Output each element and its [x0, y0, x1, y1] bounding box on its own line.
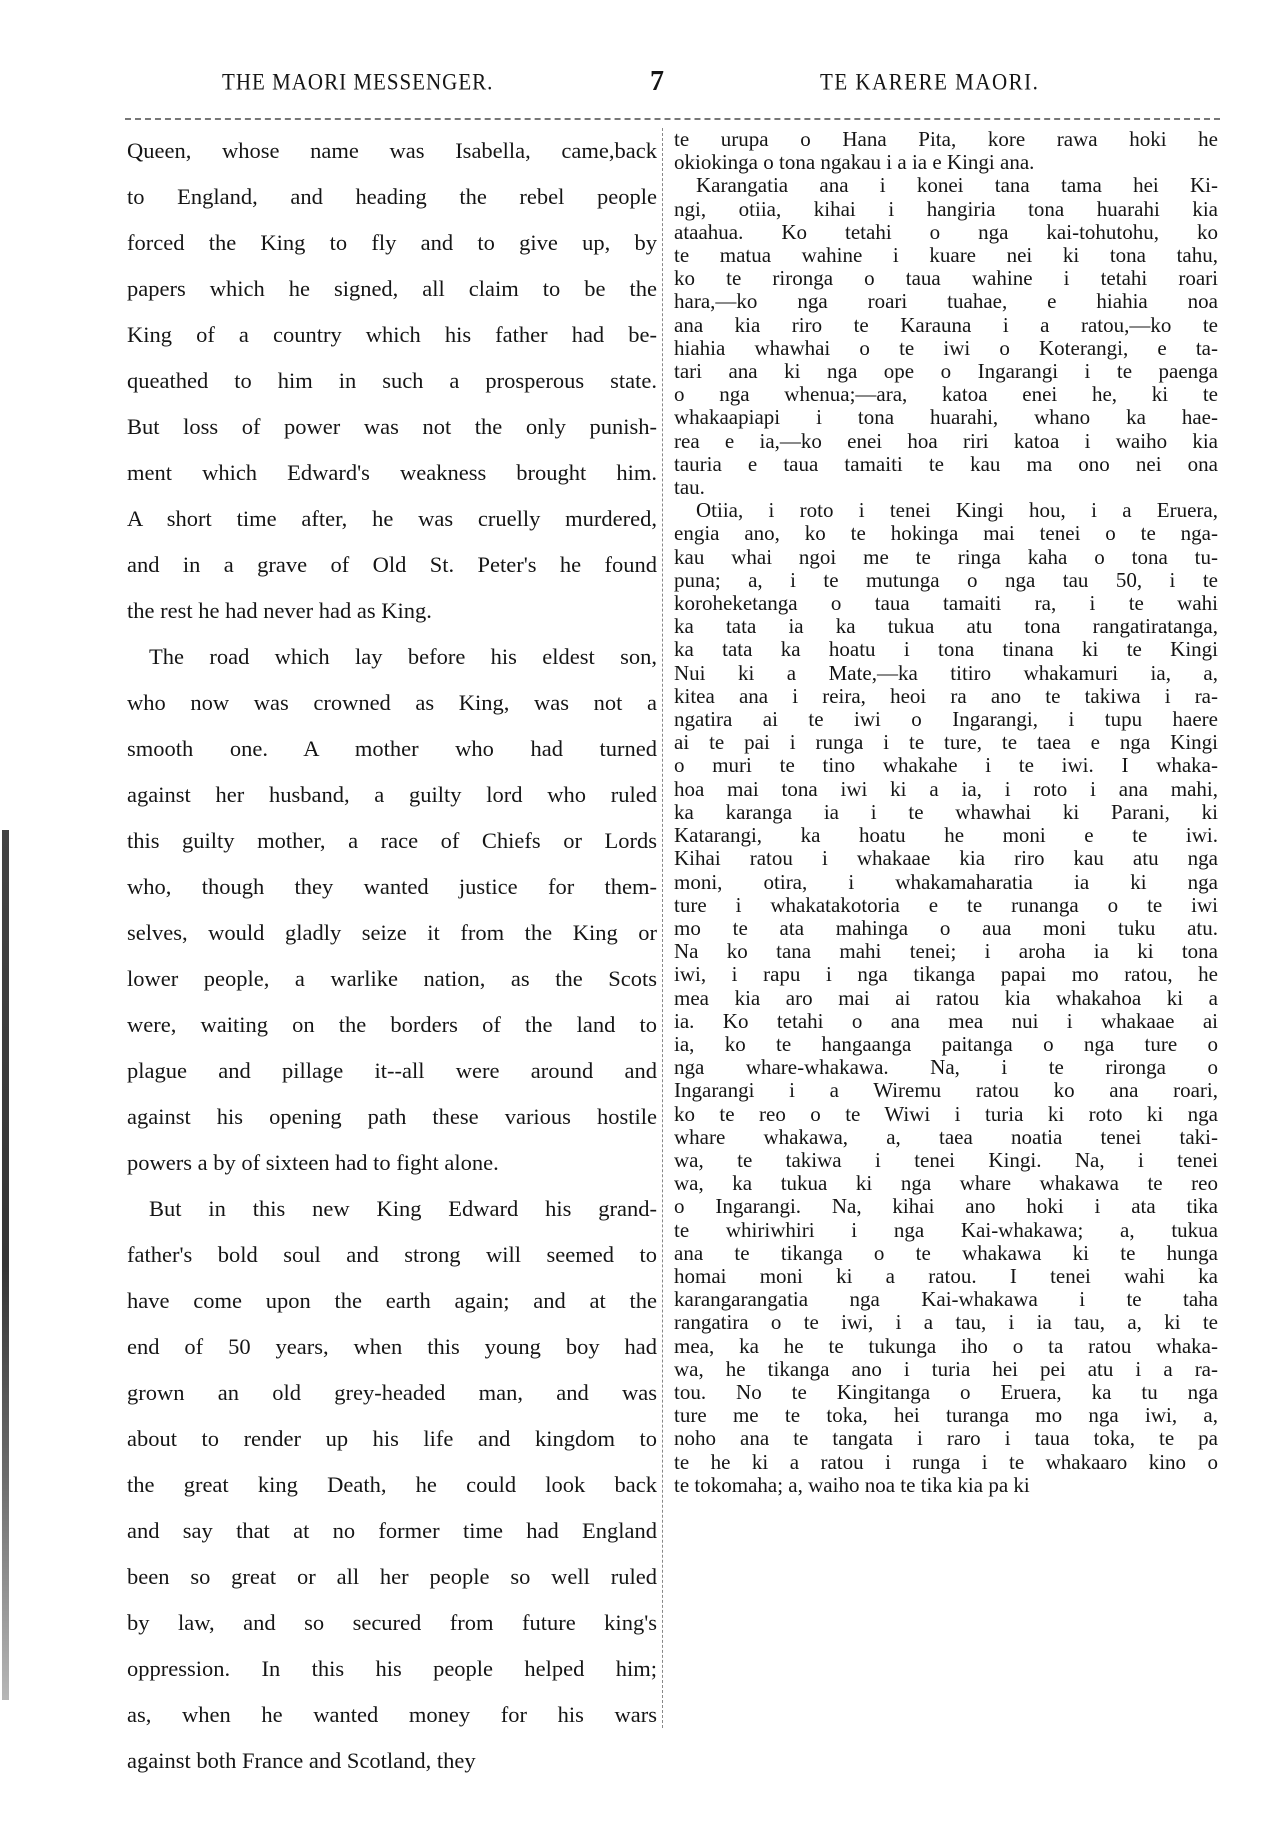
- text-line: and say that at no former time had England: [127, 1518, 657, 1543]
- text-line: rea e ia,—ko enei hoa riri katoa i waiho kia: [674, 428, 1218, 453]
- text-line: iwi, i rapu i nga tikanga papai mo ratou, he: [674, 962, 1218, 987]
- text-line: koroheketanga o taua tamaiti ra, i te wahi: [674, 591, 1218, 616]
- text-line: But loss of power was not the only punish-: [127, 414, 657, 439]
- text-line: homai moni ki a ratou. I tenei wahi ka: [674, 1263, 1218, 1288]
- maori-paragraph: [674, 128, 1218, 174]
- text-line: te matua wahine i kuare nei ki tona tahu,: [674, 243, 1218, 268]
- text-line: te he ki a ratou i runga i te whakaaro kino o: [674, 1449, 1218, 1474]
- text-line: ko te rironga o taua wahine i tetahi roari: [674, 266, 1218, 291]
- text-line: the great king Death, he could look back: [127, 1472, 657, 1497]
- text-line: hiahia whawhai o te iwi o Koterangi, e ta-: [674, 335, 1218, 360]
- text-line: Katarangi, ka hoatu he moni e te iwi.: [674, 823, 1218, 848]
- text-line: end of 50 years, when this young boy had: [127, 1334, 657, 1359]
- text-line: ana te tikanga o te whakawa ki te hunga: [674, 1240, 1218, 1265]
- page-number: 7: [650, 66, 664, 97]
- text-line: powers a by of sixteen had to fight alone.: [127, 1150, 499, 1175]
- text-line: kitea ana i reira, heoi ra ano te takiwa i ra-: [674, 683, 1218, 708]
- maori-column: [674, 128, 1218, 1497]
- masthead-maori: TE KARERE MAORI.: [820, 68, 1040, 96]
- text-line: wa, ka tukua ki nga whare whakawa te reo: [674, 1171, 1218, 1196]
- text-line: ngi, otiia, kihai i hangiria tona huarahi kia: [674, 196, 1218, 221]
- text-line: queathed to him in such a prosperous state.: [127, 368, 657, 393]
- text-line: The road which lay before his eldest son,: [149, 644, 657, 669]
- text-line: mea, ka he te tukunga iho o ta ratou whaka-: [674, 1333, 1218, 1358]
- english-paragraph: [127, 128, 657, 634]
- text-line: the rest he had never had as King.: [127, 598, 432, 623]
- text-line: Queen, whose name was Isabella, came,back: [127, 138, 657, 163]
- text-line: as, when he wanted money for his wars: [127, 1702, 657, 1727]
- text-line: whare whakawa, a, taea noatia tenei taki-: [674, 1124, 1218, 1149]
- english-column: [127, 128, 657, 1784]
- text-line: wa, he tikanga ano i turia hei pei atu i a ra-: [674, 1356, 1218, 1381]
- text-line: moni, otira, i whakamaharatia ia ki nga: [674, 869, 1218, 894]
- text-line: lower people, a warlike nation, as the Scots: [127, 966, 657, 991]
- text-line: te tokomaha; a, waiho noa te tika kia pa ki: [674, 1472, 1030, 1497]
- text-line: Na ko tana mahi tenei; i aroha ia ki tona: [674, 939, 1218, 964]
- text-line: smooth one. A mother who had turned: [127, 736, 657, 761]
- text-line: hara,—ko nga roari tuahae, e hiahia noa: [674, 289, 1218, 314]
- text-line: Karangatia ana i konei tana tama hei Ki-: [696, 173, 1218, 198]
- text-line: te whiriwhiri i nga Kai-whakawa; a, tukua: [674, 1217, 1218, 1242]
- page-header: [0, 66, 1280, 100]
- maori-paragraph: [674, 174, 1218, 499]
- text-line: ka tata ka hoatu i tona tinana ki te Kingi: [674, 637, 1218, 662]
- text-line: tou. No te Kingitanga o Eruera, ka tu nga: [674, 1379, 1218, 1404]
- text-line: selves, would gladly seize it from the King or: [127, 920, 657, 945]
- text-line: ture i whakatakotoria e te runanga o te iwi: [674, 892, 1218, 917]
- text-line: ka tata ia ka tukua atu tona rangatiratanga,: [674, 614, 1218, 639]
- text-line: wa, te takiwa i tenei Kingi. Na, i tenei: [674, 1147, 1218, 1172]
- maori-paragraph: [674, 499, 1218, 1497]
- text-line: father's bold soul and strong will seemed to: [127, 1242, 657, 1267]
- text-line: ka karanga ia i te whawhai ki Parani, ki: [674, 799, 1218, 824]
- text-line: Ingarangi i a Wiremu ratou ko ana roari,: [674, 1078, 1218, 1103]
- text-line: Kihai ratou i whakaae kia riro kau atu nga: [674, 846, 1218, 871]
- text-line: who, though they wanted justice for them-: [127, 874, 657, 899]
- text-line: ko te reo o te Wiwi i turia ki roto ki nga: [674, 1101, 1218, 1126]
- text-line: noho ana te tangata i raro i taua toka, te pa: [674, 1426, 1218, 1451]
- text-line: King of a country which his father had be-: [127, 322, 657, 347]
- text-line: this guilty mother, a race of Chiefs or Lords: [127, 828, 657, 853]
- text-line: A short time after, he was cruelly murdered,: [127, 506, 657, 531]
- column-divider: [662, 128, 663, 1728]
- english-paragraph: [127, 1186, 657, 1784]
- text-line: o nga whenua;—ara, katoa enei he, ki te: [674, 382, 1218, 407]
- text-line: against both France and Scotland, they: [127, 1748, 476, 1773]
- text-line: ia, ko te hangaanga paitanga o nga ture o: [674, 1031, 1218, 1056]
- text-line: ai te pai i runga i te ture, te taea e nga Kingi: [674, 730, 1218, 755]
- text-line: ture me te toka, hei turanga mo nga iwi, a,: [674, 1403, 1218, 1428]
- text-line: karangarangatia nga Kai-whakawa i te taha: [674, 1287, 1218, 1312]
- text-line: mea kia aro mai ai ratou kia whakahoa ki a: [674, 985, 1218, 1010]
- text-line: to England, and heading the rebel people: [127, 184, 657, 209]
- text-line: and in a grave of Old St. Peter's he found: [127, 552, 657, 577]
- text-line: papers which he signed, all claim to be the: [127, 276, 657, 301]
- text-line: who now was crowned as King, was not a: [127, 690, 657, 715]
- header-rule: [125, 118, 1220, 120]
- masthead-english: THE MAORI MESSENGER.: [222, 68, 494, 96]
- text-line: ana kia riro te Karauna i a ratou,—ko te: [674, 312, 1218, 337]
- binding-edge-artifact: [2, 830, 9, 1700]
- text-line: about to render up his life and kingdom to: [127, 1426, 657, 1451]
- text-line: ment which Edward's weakness brought him.: [127, 460, 657, 485]
- text-line: o muri te tino whakahe i te iwi. I whaka-: [674, 753, 1218, 778]
- text-line: ngatira ai te iwi o Ingarangi, i tupu haere: [674, 707, 1218, 732]
- text-line: okiokinga o tona ngakau i a ia e Kingi ana.: [674, 150, 1035, 175]
- text-line: grown an old grey-headed man, and was: [127, 1380, 657, 1405]
- text-line: kau whai ngoi me te ringa kaha o tona tu-: [674, 544, 1218, 569]
- english-paragraph: [127, 634, 657, 1186]
- text-line: against his opening path these various hostile: [127, 1104, 657, 1129]
- text-line: forced the King to fly and to give up, by: [127, 230, 657, 255]
- text-line: tau.: [674, 475, 705, 500]
- text-line: o Ingarangi. Na, kihai ano hoki i ata tika: [674, 1194, 1218, 1219]
- text-line: Nui ki a Mate,—ka titiro whakamuri ia, a,: [674, 660, 1218, 685]
- text-line: were, waiting on the borders of the land to: [127, 1012, 657, 1037]
- text-line: te urupa o Hana Pita, kore rawa hoki he: [674, 127, 1218, 151]
- text-line: hoa mai tona iwi ki a ia, i roto i ana mahi,: [674, 776, 1218, 801]
- text-line: Otiia, i roto i tenei Kingi hou, i a Eruera,: [696, 498, 1218, 523]
- text-line: mo te ata mahinga o aua moni tuku atu.: [674, 915, 1218, 940]
- text-line: been so great or all her people so well ruled: [127, 1564, 657, 1589]
- text-line: oppression. In this his people helped him;: [127, 1656, 657, 1681]
- text-line: engia ano, ko te hokinga mai tenei o te nga-: [674, 521, 1218, 546]
- text-line: by law, and so secured from future king's: [127, 1610, 657, 1635]
- text-line: rangatira o te iwi, i a tau, i ia tau, a, ki te: [674, 1310, 1218, 1335]
- text-line: But in this new King Edward his grand-: [149, 1196, 657, 1221]
- text-line: tari ana ki nga ope o Ingarangi i te paenga: [674, 359, 1218, 384]
- text-line: nga whare-whakawa. Na, i te rironga o: [674, 1055, 1218, 1080]
- text-line: tauria e taua tamaiti te kau ma ono nei ona: [674, 451, 1218, 476]
- text-line: plague and pillage it--all were around and: [127, 1058, 657, 1083]
- text-line: have come upon the earth again; and at the: [127, 1288, 657, 1313]
- text-line: ataahua. Ko tetahi o nga kai-tohutohu, ko: [674, 219, 1218, 244]
- text-line: whakaapiapi i tona huarahi, whano ka hae-: [674, 405, 1218, 430]
- text-line: against her husband, a guilty lord who ruled: [127, 782, 657, 807]
- text-line: ia. Ko tetahi o ana mea nui i whakaae ai: [674, 1008, 1218, 1033]
- text-line: puna; a, i te mutunga o nga tau 50, i te: [674, 567, 1218, 592]
